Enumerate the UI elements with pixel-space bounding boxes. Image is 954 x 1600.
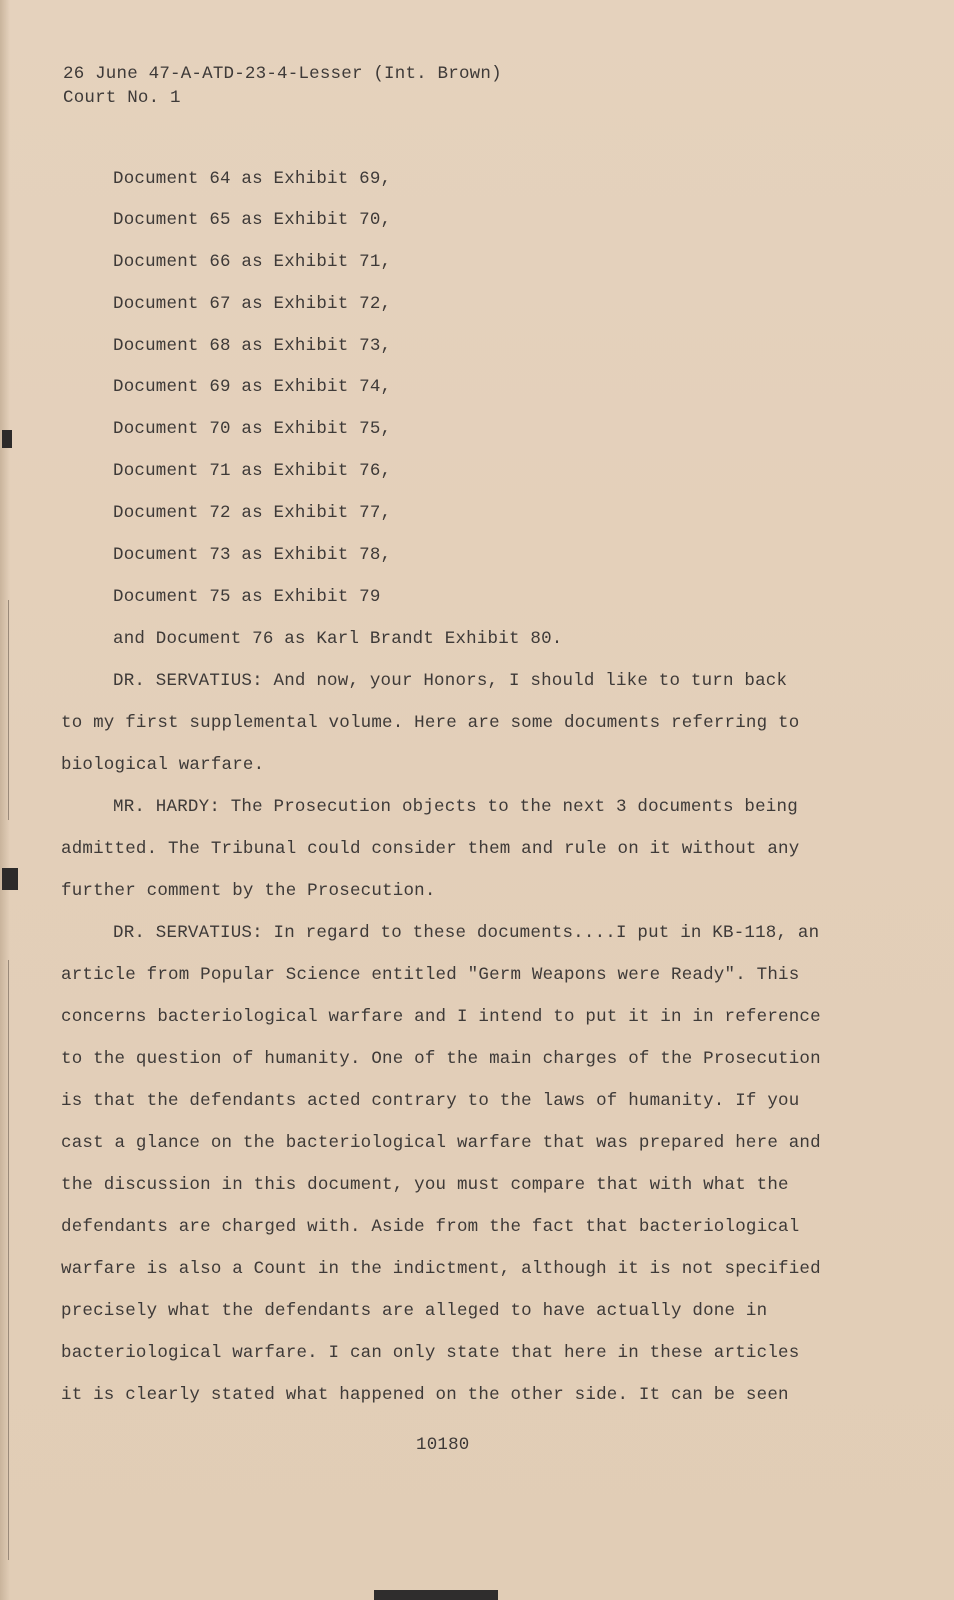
exhibit-line: and Document 76 as Karl Brandt Exhibit 80. (113, 629, 563, 649)
body-line: bacteriological warfare. I can only state that here in these articles (61, 1343, 800, 1363)
body-line: further comment by the Prosecution. (61, 881, 436, 901)
bottom-tab (374, 1590, 498, 1600)
body-line: is that the defendants acted contrary to the laws of humanity. If you (61, 1091, 800, 1111)
body-line: the discussion in this document, you must compare that with what the (61, 1175, 789, 1195)
body-line: to the question of humanity. One of the main charges of the Prosecution (61, 1049, 821, 1069)
margin-tear (8, 960, 9, 1560)
exhibit-line: Document 66 as Exhibit 71, (113, 252, 392, 272)
body-line: to my first supplemental volume. Here are some documents referring to (61, 713, 800, 733)
body-line: admitted. The Tribunal could consider them and rule on it without any (61, 839, 800, 859)
body-line: defendants are charged with. Aside from the fact that bacteriological (61, 1217, 800, 1237)
exhibit-line: Document 65 as Exhibit 70, (113, 210, 392, 230)
exhibit-line: Document 69 as Exhibit 74, (113, 377, 392, 397)
body-line: biological warfare. (61, 755, 265, 775)
body-line: article from Popular Science entitled "Germ Weapons were Ready". This (61, 965, 800, 985)
margin-mark (2, 868, 18, 890)
body-line: MR. HARDY: The Prosecution objects to the next 3 documents being (113, 797, 798, 817)
header-line-2: Court No. 1 (63, 88, 181, 108)
margin-tear (8, 600, 9, 820)
body-line: warfare is also a Count in the indictment, although it is not specified (61, 1259, 821, 1279)
header-line-1: 26 June 47-A-ATD-23-4-Lesser (Int. Brown) (63, 64, 502, 84)
exhibit-line: Document 64 as Exhibit 69, (113, 169, 392, 189)
exhibit-line: Document 75 as Exhibit 79 (113, 587, 381, 607)
body-line: it is clearly stated what happened on the other side. It can be seen (61, 1385, 789, 1405)
exhibit-line: Document 71 as Exhibit 76, (113, 461, 392, 481)
exhibit-line: Document 67 as Exhibit 72, (113, 294, 392, 314)
margin-mark (2, 430, 12, 448)
body-line: DR. SERVATIUS: And now, your Honors, I should like to turn back (113, 671, 788, 691)
body-line: precisely what the defendants are alleged to have actually done in (61, 1301, 768, 1321)
exhibit-line: Document 72 as Exhibit 77, (113, 503, 392, 523)
body-line: cast a glance on the bacteriological warfare that was prepared here and (61, 1133, 821, 1153)
exhibit-line: Document 73 as Exhibit 78, (113, 545, 392, 565)
exhibit-line: Document 68 as Exhibit 73, (113, 336, 392, 356)
body-line: DR. SERVATIUS: In regard to these documents....I put in KB-118, an (113, 923, 820, 943)
body-line: concerns bacteriological warfare and I intend to put it in in reference (61, 1007, 821, 1027)
exhibit-line: Document 70 as Exhibit 75, (113, 419, 392, 439)
page-number: 10180 (416, 1435, 470, 1455)
